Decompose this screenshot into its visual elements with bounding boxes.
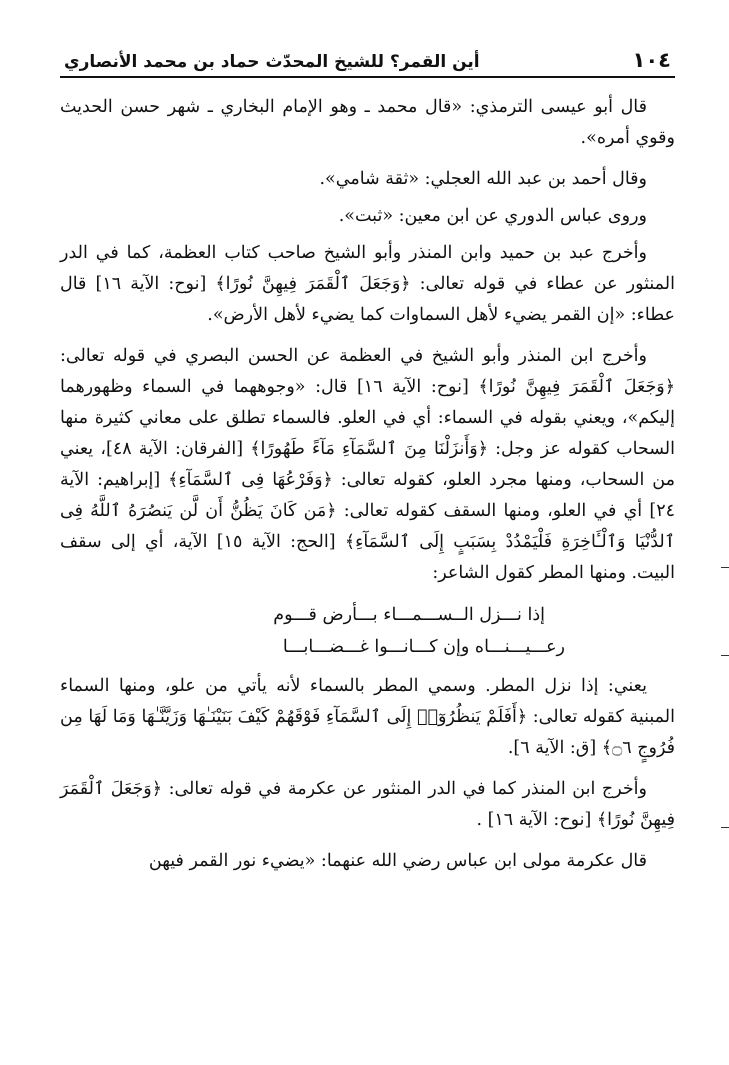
paragraph-ijli: وقال أحمد بن عبد الله العجلي: «ثقة شامي». [319,169,647,189]
page-body [60,92,675,877]
paragraph-hasan-basri: وأخرج ابن المنذر وأبو الشيخ في العظمة عن الحسن البصري في قوله تعالى: ﴿وَجَعَلَ ٱلْقَمَرَ فِيهِنَّ نُورًا﴾ [نوح: الآية ١٦] قال: «وجوههما في السماء وظهورهما إليكم»، ويعني بقوله في السماء: أي في العلو. فالسماء تطلق على معاني كثيرة منها السحاب كقوله عز وجل: ﴿وَأَنزَلْنَا مِنَ ٱلسَّمَآءِ مَآءً طَهُورًا﴾ [الفرقان: الآية ٤٨]، يعني من السحاب، ومنها مجرد العلو، كقوله تعالى: ﴿وَفَرْعُهَا فِى ٱلسَّمَآءِ﴾ [إبراهيم: الآية ٢٤] أي في العلو، ومنها السقف كقوله تعالى: ﴿مَن كَانَ يَظُنُّ أَن لَّن يَنصُرَهُ ٱللَّهُ فِى ٱلدُّنْيَا وَٱلْـَٔاخِرَةِ فَلْيَمْدُدْ بِسَبَبٍ إِلَى ٱلسَّمَآءِ﴾ [الحج: الآية ١٥] الآية، أي إلى سقف البيت. ومنها المطر كقول الشاعر: [60,346,675,583]
margin-tick-mark [721,827,729,828]
paragraph-matar: يعني: إذا نزل المطر. وسمي المطر بالسماء لأنه يأتي من علو، ومنها السماء المبنية كقوله تعالى: ﴿أَفَلَمْ يَنظُرُوٓا۟ إِلَى ٱلسَّمَآءِ فَوْقَهُمْ كَيْفَ بَنَيْنَـٰهَا وَزَيَّنَّـٰهَا وَمَا لَهَا مِن فُرُوجٍ ۝٦﴾ [ق: الآية ٦]. [60,676,675,758]
running-title: أين القمر؟ للشيخ المحدّث حماد بن محمد الأنصاري [64,52,480,72]
margin-tick-mark [721,567,729,568]
paragraph-ata: وأخرج عبد بن حميد وابن المنذر وأبو الشيخ صاحب كتاب العظمة، كما في الدر المنثور عن عطاء في قوله تعالى: ﴿وَجَعَلَ ٱلْقَمَرَ فِيهِنَّ نُورًا﴾ [نوح: الآية ١٦] قال عطاء: «إن القمر يضيء لأهل السماوات كما يضيء لأهل الأرض». [60,243,675,325]
paragraph-duri: وروى عباس الدوري عن ابن معين: «ثبت». [338,206,647,226]
page-header [60,38,675,78]
paragraph-ikrima-quote: قال عكرمة مولى ابن عباس رضي الله عنهما: «يضيء نور القمر فيهن [148,851,647,871]
book-page [60,38,675,887]
paragraph-tirmidhi: قال أبو عيسى الترمذي: «قال محمد ـ وهو الإمام البخاري ـ شهر حسن الحديث وقوي أمره». [60,97,675,148]
margin-tick-mark [721,655,729,656]
paragraph-ikrima: وأخرج ابن المنذر كما في الدر المنثور عن عكرمة في قوله تعالى: ﴿وَجَعَلَ ٱلْقَمَرَ فِيهِنَّ نُورًا﴾ [نوح: الآية ١٦] . [60,779,675,830]
page-number: ١٠٤ [632,48,671,72]
verse-line-2: رعـــيـــنـــاه وإن كـــانـــوا غـــضـــابـــا [282,637,565,657]
poetry-verse [60,599,675,663]
verse-line-1: إذا نـــزل الــســـمـــاء بـــأرض قـــوم [273,605,545,625]
